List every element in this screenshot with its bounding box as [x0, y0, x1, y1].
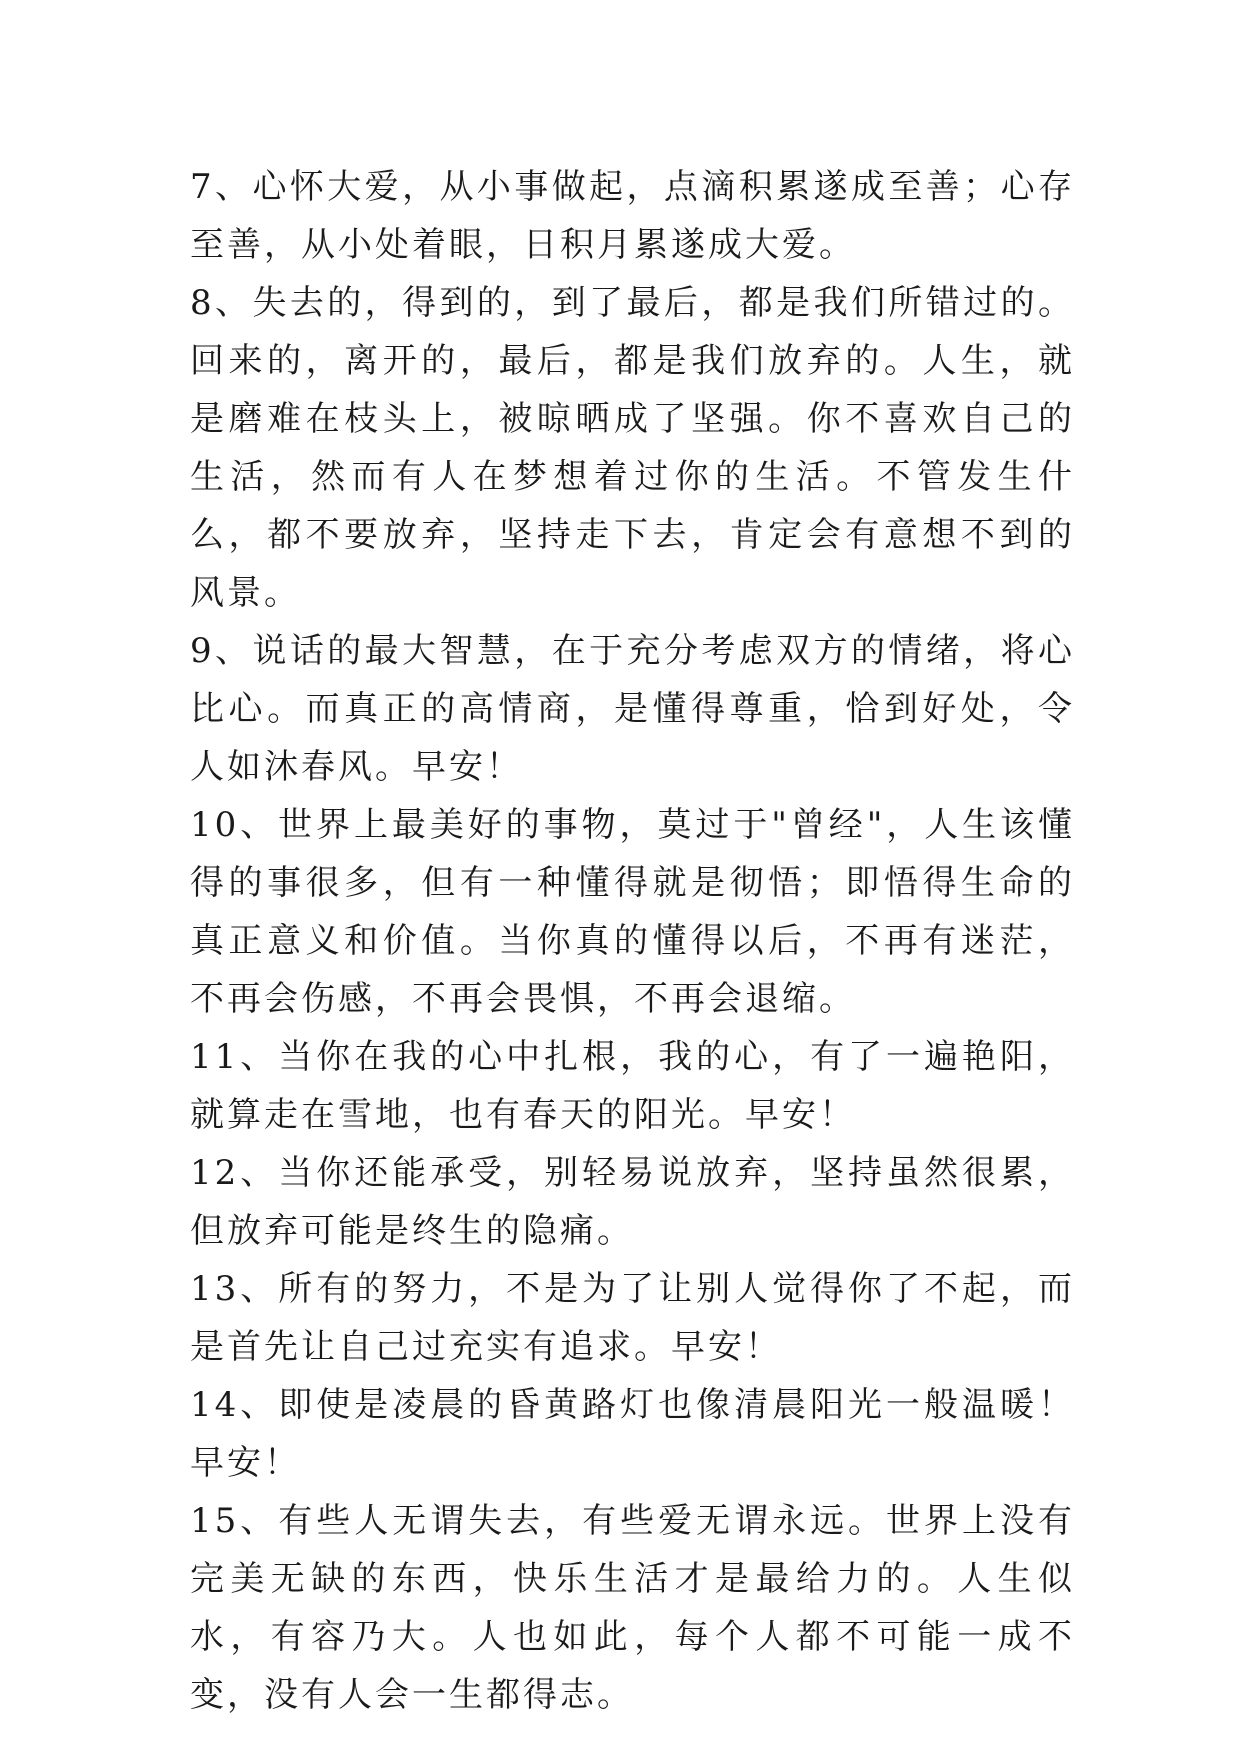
paragraph-12: 12、当你还能承受，别轻易说放弃，坚持虽然很累，但放弃可能是终生的隐痛。	[190, 1153, 1075, 1251]
document-body	[190, 158, 1075, 1724]
paragraph-13: 13、所有的努力，不是为了让别人觉得你了不起，而是首先让自己过充实有追求。早安！	[190, 1269, 1075, 1367]
paragraph-14: 14、即使是凌晨的昏黄路灯也像清晨阳光一般温暖！早安！	[190, 1385, 1075, 1483]
paragraph-7: 7、心怀大爱，从小事做起，点滴积累遂成至善；心存至善，从小处着眼，日积月累遂成大爱。	[190, 167, 1075, 265]
paragraph-10: 10、世界上最美好的事物，莫过于"曾经"，人生该懂得的事很多，但有一种懂得就是彻悟；即悟得生命的真正意义和价值。当你真的懂得以后，不再有迷茫，不再会伤感，不再会畏惧，不再会退缩。	[190, 805, 1075, 1019]
paragraph-9: 9、说话的最大智慧，在于充分考虑双方的情绪，将心比心。而真正的高情商，是懂得尊重，恰到好处，令人如沐春风。早安！	[190, 631, 1075, 787]
paragraph-15: 15、有些人无谓失去，有些爱无谓永远。世界上没有完美无缺的东西，快乐生活才是最给力的。人生似水，有容乃大。人也如此，每个人都不可能一成不变，没有人会一生都得志。	[190, 1501, 1075, 1715]
paragraph-8: 8、失去的，得到的，到了最后，都是我们所错过的。回来的，离开的，最后，都是我们放弃的。人生，就是磨难在枝头上，被晾晒成了坚强。你不喜欢自己的生活，然而有人在梦想着过你的生活。不管发生什么，都不要放弃，坚持走下去，肯定会有意想不到的风景。	[190, 283, 1075, 613]
paragraph-11: 11、当你在我的心中扎根，我的心，有了一遍艳阳，就算走在雪地，也有春天的阳光。早安！	[190, 1037, 1075, 1135]
